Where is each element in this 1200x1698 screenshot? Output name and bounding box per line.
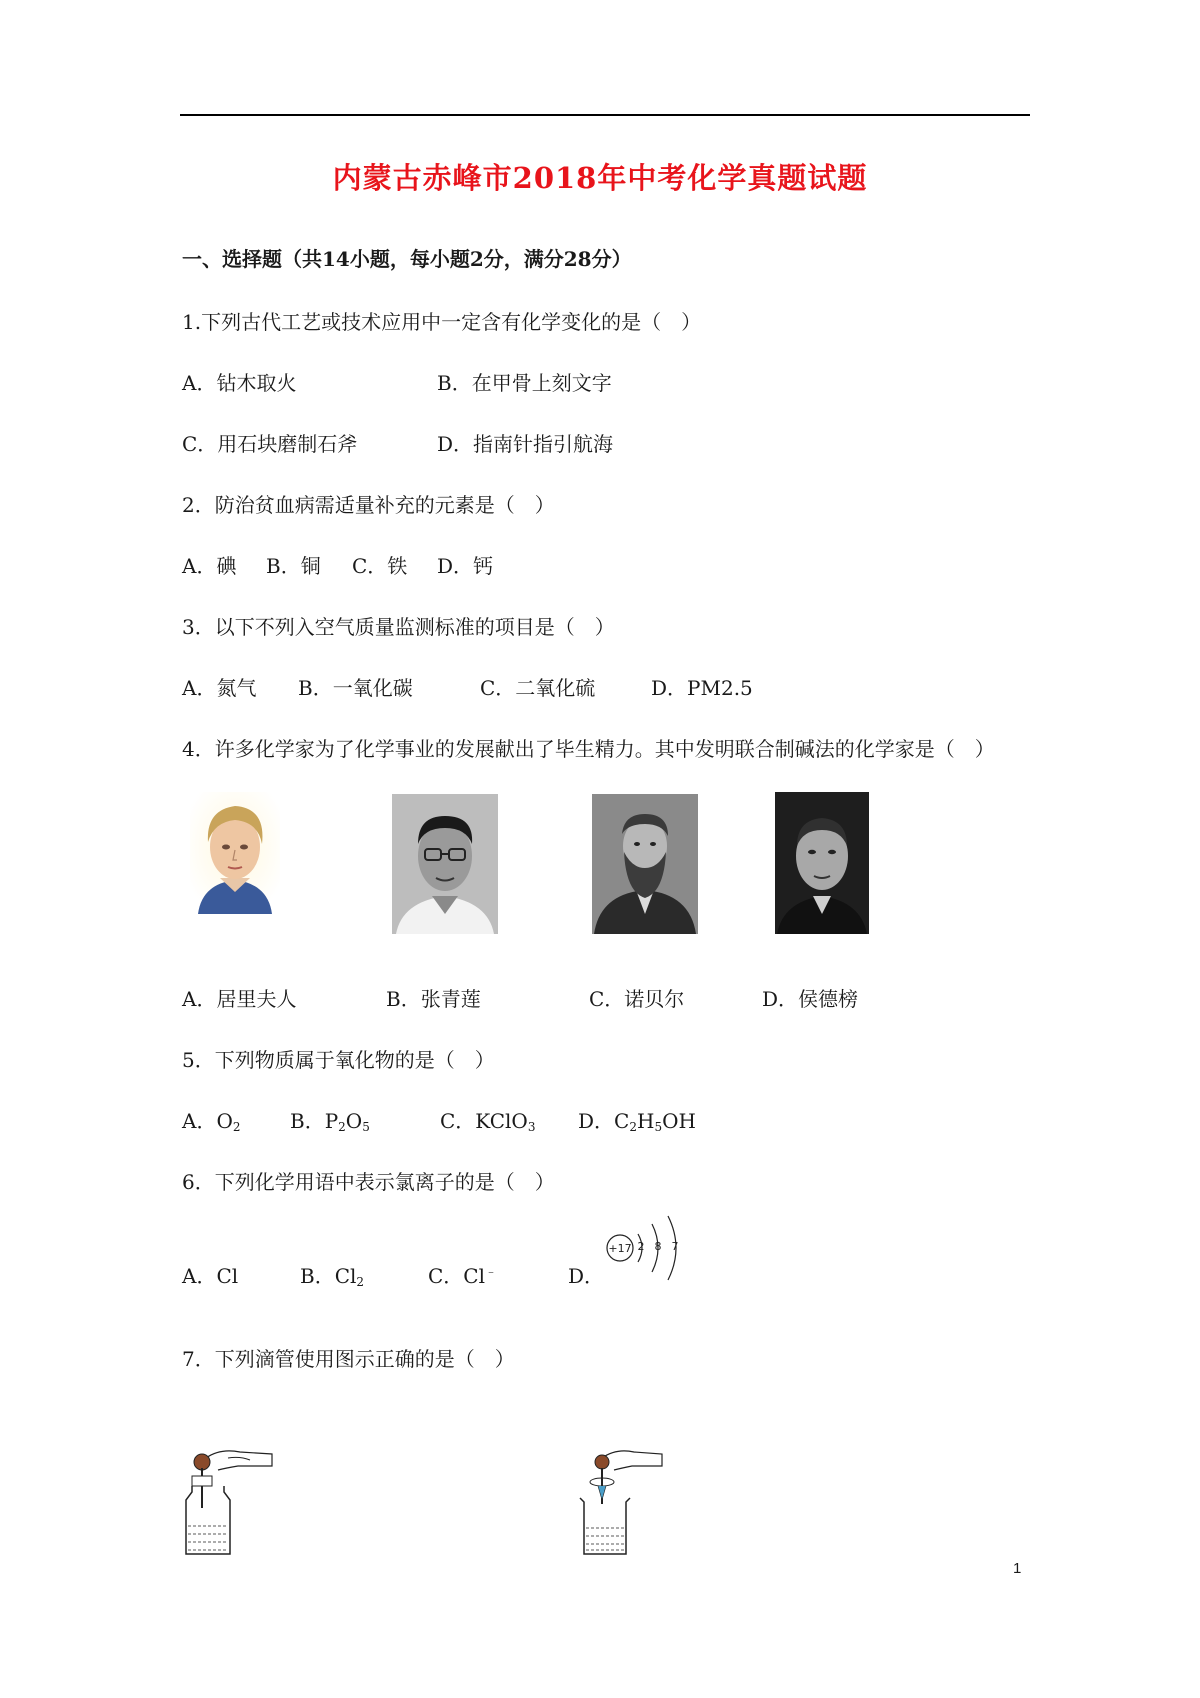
question-2-option-a: A．碘 bbox=[182, 554, 237, 578]
page-number: 1 bbox=[1013, 1560, 1022, 1577]
question-1-stem: 1.下列古代工艺或技术应用中一定含有化学变化的是（ ） bbox=[182, 310, 702, 334]
dropper-illustration-b bbox=[574, 1446, 666, 1558]
dropper-illustration-a bbox=[180, 1446, 276, 1558]
portrait-curie-image bbox=[190, 792, 280, 914]
portrait-zhang-qinglian-image bbox=[392, 794, 498, 934]
question-6-option-c: C．Cl﹣ bbox=[428, 1264, 498, 1288]
atom-shell-2-label: 8 bbox=[654, 1240, 662, 1253]
question-3-stem: 3．以下不列入空气质量监测标准的项目是（ ） bbox=[182, 615, 615, 639]
question-3-option-c: C．二氧化硫 bbox=[480, 676, 596, 700]
question-5-stem: 5．下列物质属于氧化物的是（ ） bbox=[182, 1048, 495, 1072]
question-4-option-b: B．张青莲 bbox=[386, 987, 481, 1011]
question-2-option-b: B．铜 bbox=[266, 554, 321, 578]
portrait-nobel-image bbox=[592, 794, 698, 934]
question-3-option-a: A．氮气 bbox=[182, 676, 257, 700]
question-6-stem: 6．下列化学用语中表示氯离子的是（ ） bbox=[182, 1170, 555, 1194]
atom-shell-3-label: 7 bbox=[671, 1240, 679, 1253]
portrait-hou-debang-image bbox=[775, 792, 869, 934]
atom-shell-1-label: 2 bbox=[637, 1240, 645, 1253]
question-2-option-d: D．钙 bbox=[437, 554, 494, 578]
question-1-option-c: C．用石块磨制石斧 bbox=[182, 432, 358, 456]
question-1-option-a: A．钻木取火 bbox=[182, 371, 297, 395]
question-4-option-a: A．居里夫人 bbox=[182, 987, 297, 1011]
question-4-option-c: C．诺贝尔 bbox=[589, 987, 685, 1011]
question-3-option-d: D．PM2.5 bbox=[651, 676, 753, 700]
question-7-stem: 7．下列滴管使用图示正确的是（ ） bbox=[182, 1347, 515, 1371]
question-2-stem: 2．防治贫血病需适量补充的元素是（ ） bbox=[182, 493, 555, 517]
question-6-option-a: A．Cl bbox=[182, 1264, 239, 1288]
question-4-stem: 4．许多化学家为了化学事业的发展献出了毕生精力。其中发明联合制碱法的化学家是（ ） bbox=[182, 737, 995, 761]
header-rule bbox=[180, 114, 1030, 116]
question-5-option-c: C．KClO$_3$ bbox=[440, 1109, 536, 1134]
question-1-option-b: B．在甲骨上刻文字 bbox=[437, 371, 612, 395]
question-3-option-b: B．一氧化碳 bbox=[298, 676, 413, 700]
question-6-option-d: D． bbox=[568, 1264, 605, 1288]
page-title: 内蒙古赤峰市2018年中考化学真题试题 bbox=[332, 161, 868, 195]
question-5-option-b: B．$P_2O_5$ bbox=[290, 1109, 370, 1134]
question-5-option-d: D．$C_2H_5OH$ bbox=[578, 1109, 696, 1134]
question-2-option-c: C．铁 bbox=[352, 554, 408, 578]
question-6-option-b: B．$Cl_2$ bbox=[300, 1264, 365, 1289]
section-heading: 一、选择题（共14小题，每小题2分，满分28分） bbox=[182, 247, 632, 271]
chlorine-atom-structure-diagram bbox=[600, 1212, 690, 1282]
atom-nucleus-label: +17 bbox=[608, 1242, 632, 1255]
question-1-option-d: D．指南针指引航海 bbox=[437, 432, 614, 456]
question-5-option-a: A．$O_2$ bbox=[182, 1109, 241, 1134]
question-4-option-d: D．侯德榜 bbox=[762, 987, 859, 1011]
